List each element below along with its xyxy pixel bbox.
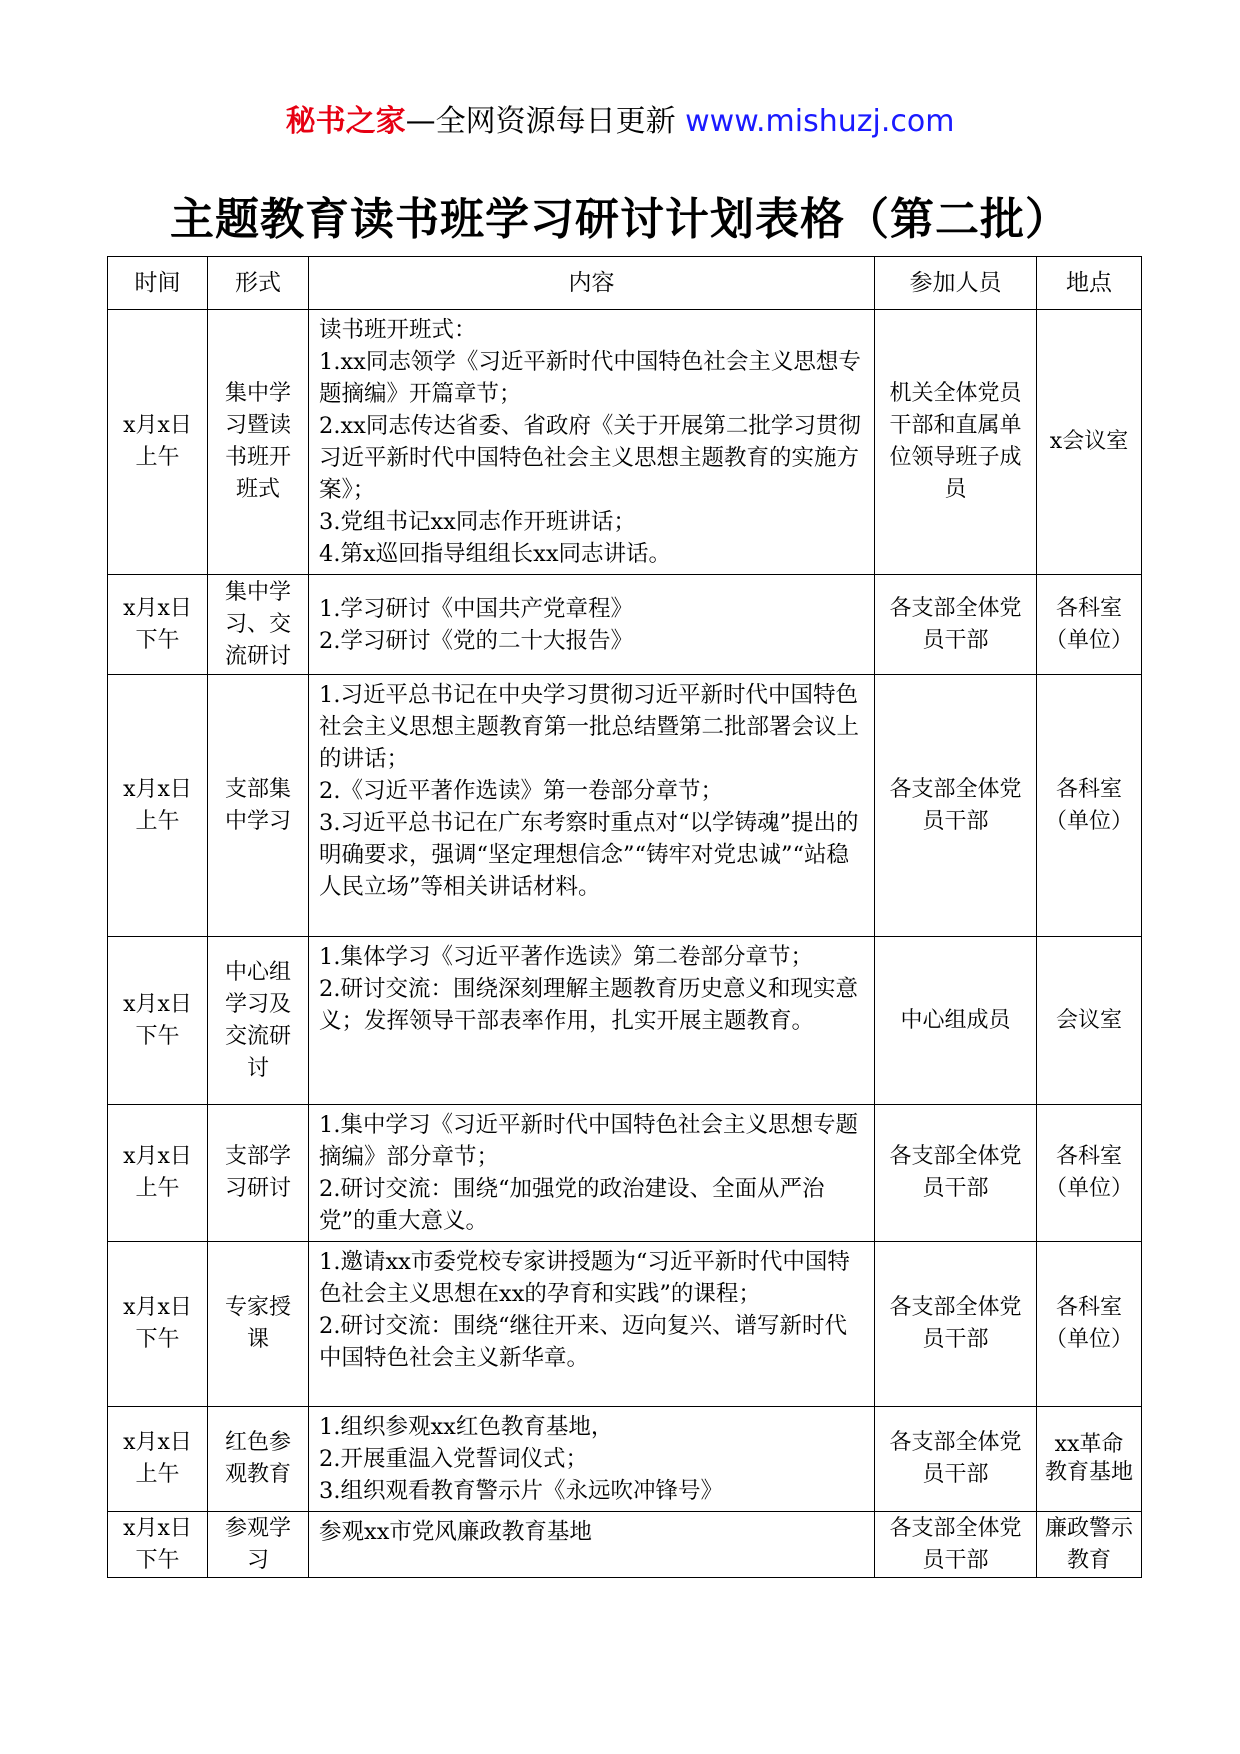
cell-location: 各科室（单位） [1037,675,1142,937]
brand-name: 秘书之家 [285,104,406,139]
cell-location: x会议室 [1037,310,1142,575]
table-row [108,310,1142,575]
cell-content [309,1512,875,1578]
table-row [108,675,1142,937]
content-line: 1.组织参观xx红色教育基地， [319,1414,614,1440]
table-row [108,1105,1142,1242]
content-line: 读书班开班式： [319,317,477,343]
content-line: 2.开展重温入党誓词仪式； [319,1446,588,1472]
site-url[interactable]: www.mishuzj.com [685,104,955,139]
content-line: 参观xx市党风廉政教育基地 [319,1519,592,1545]
cell-participants: 中心组成员 [875,937,1037,1105]
cell-participants: 机关全体党员干部和直属单位领导班子成员 [875,310,1037,575]
cell-participants: 各支部全体党员干部 [875,575,1037,675]
content-line: 1.xx同志领学《习近平新时代中国特色社会主义思想专题摘编》开篇章节； [319,349,861,407]
cell-form: 支部学习研讨 [208,1105,309,1242]
cell-time: x月x日下午 [108,1512,208,1578]
content-line: 2.研讨交流：围绕“加强党的政治建设、全面从严治党”的重大意义。 [319,1176,825,1234]
column-header-time: 时间 [108,257,208,310]
content-line: 1.邀请xx市委党校专家讲授题为“习近平新时代中国特色社会主义思想在xx的孕育和实践”的课程； [319,1249,850,1307]
column-header-participants: 参加人员 [875,257,1037,310]
content-line: 3.习近平总书记在广东考察时重点对“以学铸魂”提出的明确要求，强调“坚定理想信念”“铸牢对党忠诚”“站稳人民立场”等相关讲话材料。 [319,810,859,900]
table-row [108,575,1142,675]
cell-location: 各科室（单位） [1037,1242,1142,1407]
content-line: 2.学习研讨《党的二十大报告》 [319,627,633,654]
table-row [108,1512,1142,1578]
cell-form: 中心组学习及交流研讨 [208,937,309,1105]
cell-participants: 各支部全体党员干部 [875,1407,1037,1512]
cell-content [309,310,875,575]
column-header-content: 内容 [309,257,875,310]
cell-participants: 各支部全体党员干部 [875,1512,1037,1578]
cell-content [309,1407,875,1512]
cell-form: 集中学习、交流研讨 [208,575,309,675]
cell-time: x月x日下午 [108,937,208,1105]
cell-content [309,937,875,1105]
content-line: 4.第x巡回指导组组长xx同志讲话。 [319,541,672,567]
cell-location: xx革命教育基地 [1037,1407,1142,1512]
table-row [108,937,1142,1105]
cell-form: 红色参观教育 [208,1407,309,1512]
cell-participants: 各支部全体党员干部 [875,1242,1037,1407]
header-tagline: —全网资源每日更新 [405,104,686,139]
column-header-form: 形式 [208,257,309,310]
content-line: 2.研讨交流：围绕深刻理解主题教育历史意义和现实意义；发挥领导干部表率作用，扎实开展主题教育。 [319,976,858,1034]
cell-time: x月x日上午 [108,1407,208,1512]
content-line: 1.集中学习《习近平新时代中国特色社会主义思想专题摘编》部分章节； [319,1112,858,1170]
schedule-table [107,256,1142,1578]
cell-time: x月x日上午 [108,675,208,937]
cell-content [309,675,875,937]
cell-content [309,1105,875,1242]
cell-form: 集中学习暨读书班开班式 [208,310,309,575]
content-line: 3.党组书记xx同志作开班讲话； [319,509,636,535]
cell-form: 参观学习 [208,1512,309,1578]
content-line: 3.组织观看教育警示片《永远吹冲锋号》 [319,1478,723,1504]
site-header [0,100,1240,144]
cell-location: 会议室 [1037,937,1142,1105]
cell-location: 各科室（单位） [1037,1105,1142,1242]
table-row [108,1242,1142,1407]
page-title: 主题教育读书班学习研讨计划表格（第二批） [170,194,1070,245]
cell-time: x月x日下午 [108,1242,208,1407]
table-row [108,1407,1142,1512]
cell-time: x月x日上午 [108,310,208,575]
cell-content [309,1242,875,1407]
content-line: 2.《习近平著作选读》第一卷部分章节； [319,778,723,804]
content-line: 2.xx同志传达省委、省政府《关于开展第二批学习贯彻习近平新时代中国特色社会主义思想主题教育的实施方案》； [319,413,861,503]
cell-location: 各科室（单位） [1037,575,1142,675]
content-line: 1.集体学习《习近平著作选读》第二卷部分章节； [319,944,813,970]
content-line: 1.学习研讨《中国共产党章程》 [319,595,633,622]
column-header-location: 地点 [1037,257,1142,310]
cell-location: 廉政警示教育 [1037,1512,1142,1578]
content-line: 2.研讨交流：围绕“继往开来、迈向复兴、谱写新时代中国特色社会主义新华章。 [319,1313,847,1371]
cell-participants: 各支部全体党员干部 [875,675,1037,937]
cell-time: x月x日上午 [108,1105,208,1242]
cell-participants: 各支部全体党员干部 [875,1105,1037,1242]
cell-form: 支部集中学习 [208,675,309,937]
cell-content [309,575,875,675]
content-line: 1.习近平总书记在中央学习贯彻习近平新时代中国特色社会主义思想主题教育第一批总结暨第二批部署会议上的讲话； [319,682,860,772]
cell-time: x月x日下午 [108,575,208,675]
cell-form: 专家授课 [208,1242,309,1407]
table-header-row [108,257,1142,310]
